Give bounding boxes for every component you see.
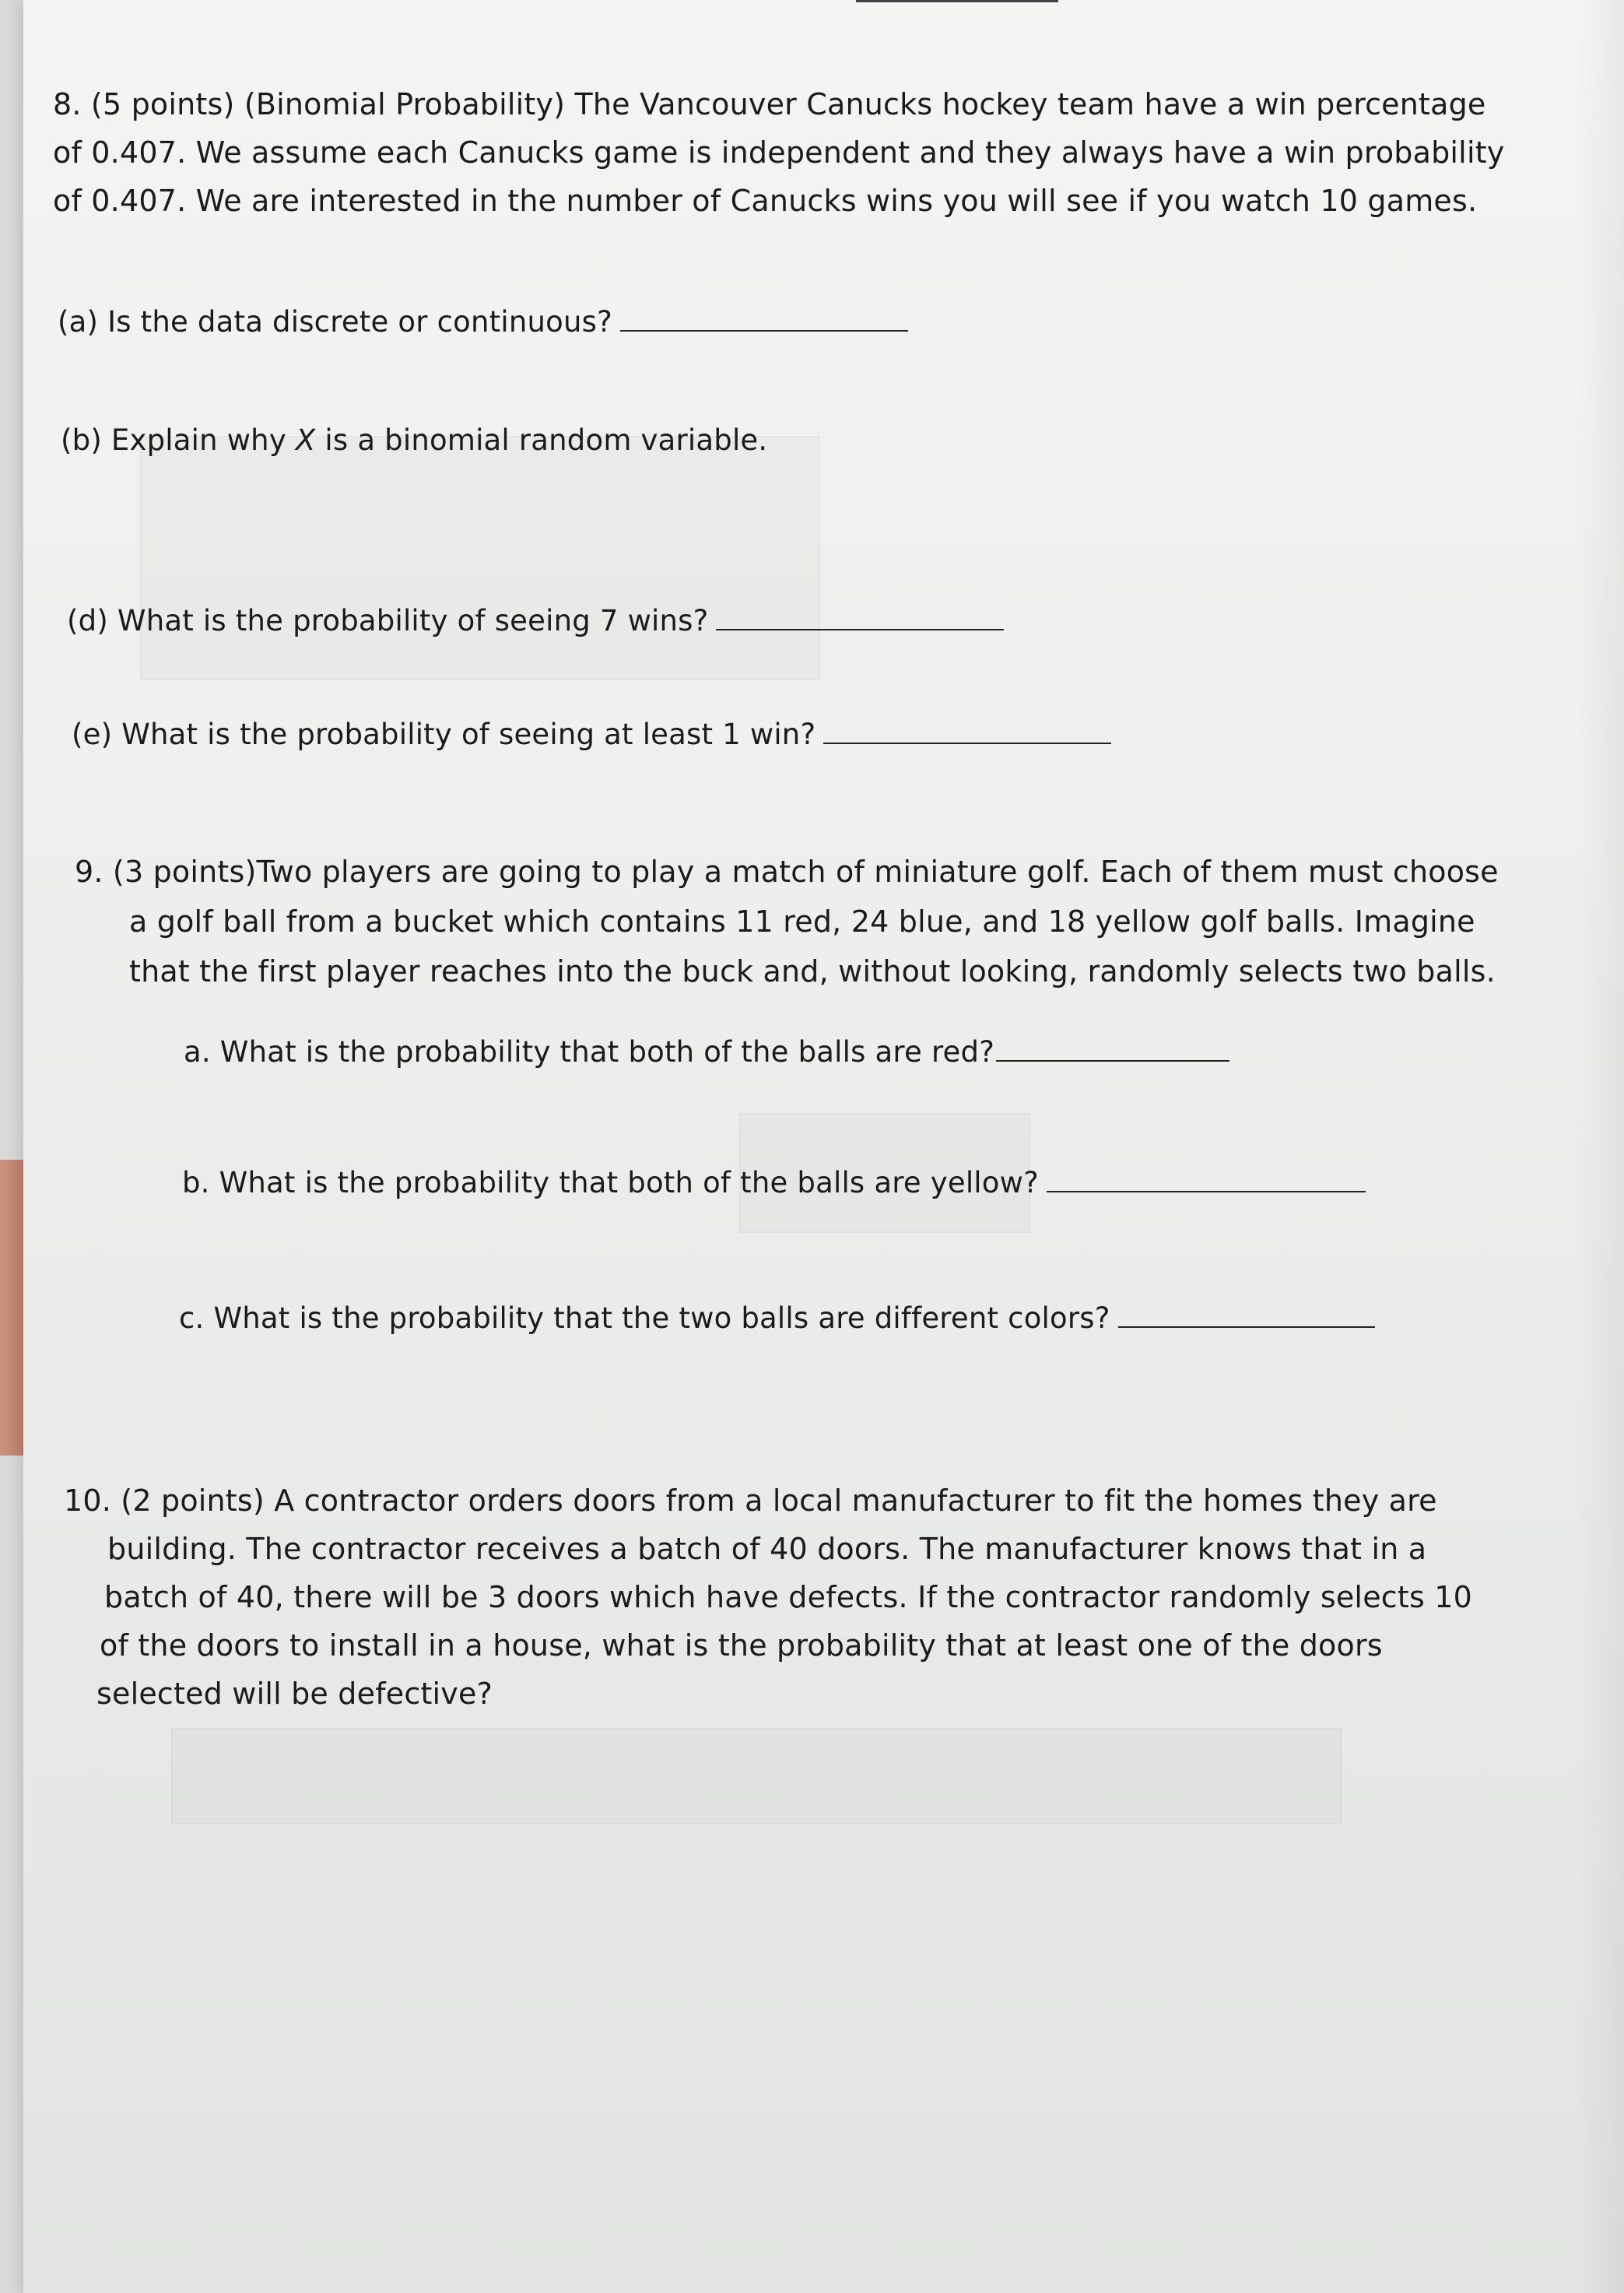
q10-line-1: 10. (2 points) A contractor orders doors from a local manufacturer to fit the homes they are bbox=[64, 1484, 1437, 1518]
q9-part-b-answer-blank[interactable] bbox=[1047, 1191, 1366, 1192]
q10-line-2: building. The contractor receives a batch of 40 doors. The manufacturer knows that in a bbox=[107, 1532, 1427, 1566]
worksheet-page bbox=[23, 0, 1624, 2293]
q9-part-b-text: b. What is the probability that both of the balls are yellow? bbox=[182, 1166, 1039, 1199]
q9-part-a-answer-blank[interactable] bbox=[996, 1060, 1229, 1062]
q8-part-a bbox=[58, 305, 908, 339]
q8-part-b bbox=[61, 423, 767, 458]
q8-part-a-answer-blank[interactable] bbox=[620, 330, 908, 332]
q8-line-2: of 0.407. We assume each Canucks game is independent and they always have a win probability bbox=[53, 135, 1505, 170]
document-content bbox=[23, 0, 1624, 2293]
q8-part-e bbox=[72, 718, 1111, 752]
q10-line-5: selected will be defective? bbox=[96, 1677, 493, 1711]
q9-line-1: 9. (3 points)Two players are going to play a match of miniature golf. Each of them must choose bbox=[75, 855, 1499, 889]
q8-part-b-suffix: is a binomial random variable. bbox=[315, 423, 768, 457]
q8-part-d-text: (d) What is the probability of seeing 7 wins? bbox=[67, 604, 709, 637]
q9-line-3: that the first player reaches into the buck and, without looking, randomly selects two balls. bbox=[129, 954, 1496, 988]
q9-part-a-text: a. What is the probability that both of the balls are red? bbox=[184, 1035, 995, 1069]
q9-line-2: a golf ball from a bucket which contains 11 red, 24 blue, and 18 yellow golf balls. Imagine bbox=[129, 904, 1475, 939]
q9-part-c bbox=[179, 1301, 1375, 1336]
q8-part-d-answer-blank[interactable] bbox=[716, 629, 1004, 630]
q9-part-b bbox=[182, 1166, 1366, 1200]
q8-line-1: 8. (5 points) (Binomial Probability) The Vancouver Canucks hockey team have a win percentage bbox=[53, 87, 1486, 121]
q9-part-c-text: c. What is the probability that the two balls are different colors? bbox=[179, 1301, 1110, 1335]
q8-part-a-text: (a) Is the data discrete or continuous? bbox=[58, 305, 612, 339]
q9-part-c-answer-blank[interactable] bbox=[1118, 1326, 1375, 1328]
q8-part-b-variable: X bbox=[295, 423, 316, 457]
q9-part-a bbox=[184, 1035, 1229, 1069]
q8-part-b-prefix: (b) Explain why bbox=[61, 423, 296, 457]
q8-line-3: of 0.407. We are interested in the number of Canucks wins you will see if you watch 10 games. bbox=[53, 184, 1478, 218]
q8-part-d bbox=[67, 604, 1004, 638]
q10-line-4: of the doors to install in a house, what is the probability that at least one of the doors bbox=[100, 1628, 1383, 1663]
q8-part-e-answer-blank[interactable] bbox=[823, 743, 1111, 744]
q10-line-3: batch of 40, there will be 3 doors which have defects. If the contractor randomly selects 10 bbox=[104, 1580, 1472, 1614]
q8-part-e-text: (e) What is the probability of seeing at least 1 win? bbox=[72, 718, 816, 751]
